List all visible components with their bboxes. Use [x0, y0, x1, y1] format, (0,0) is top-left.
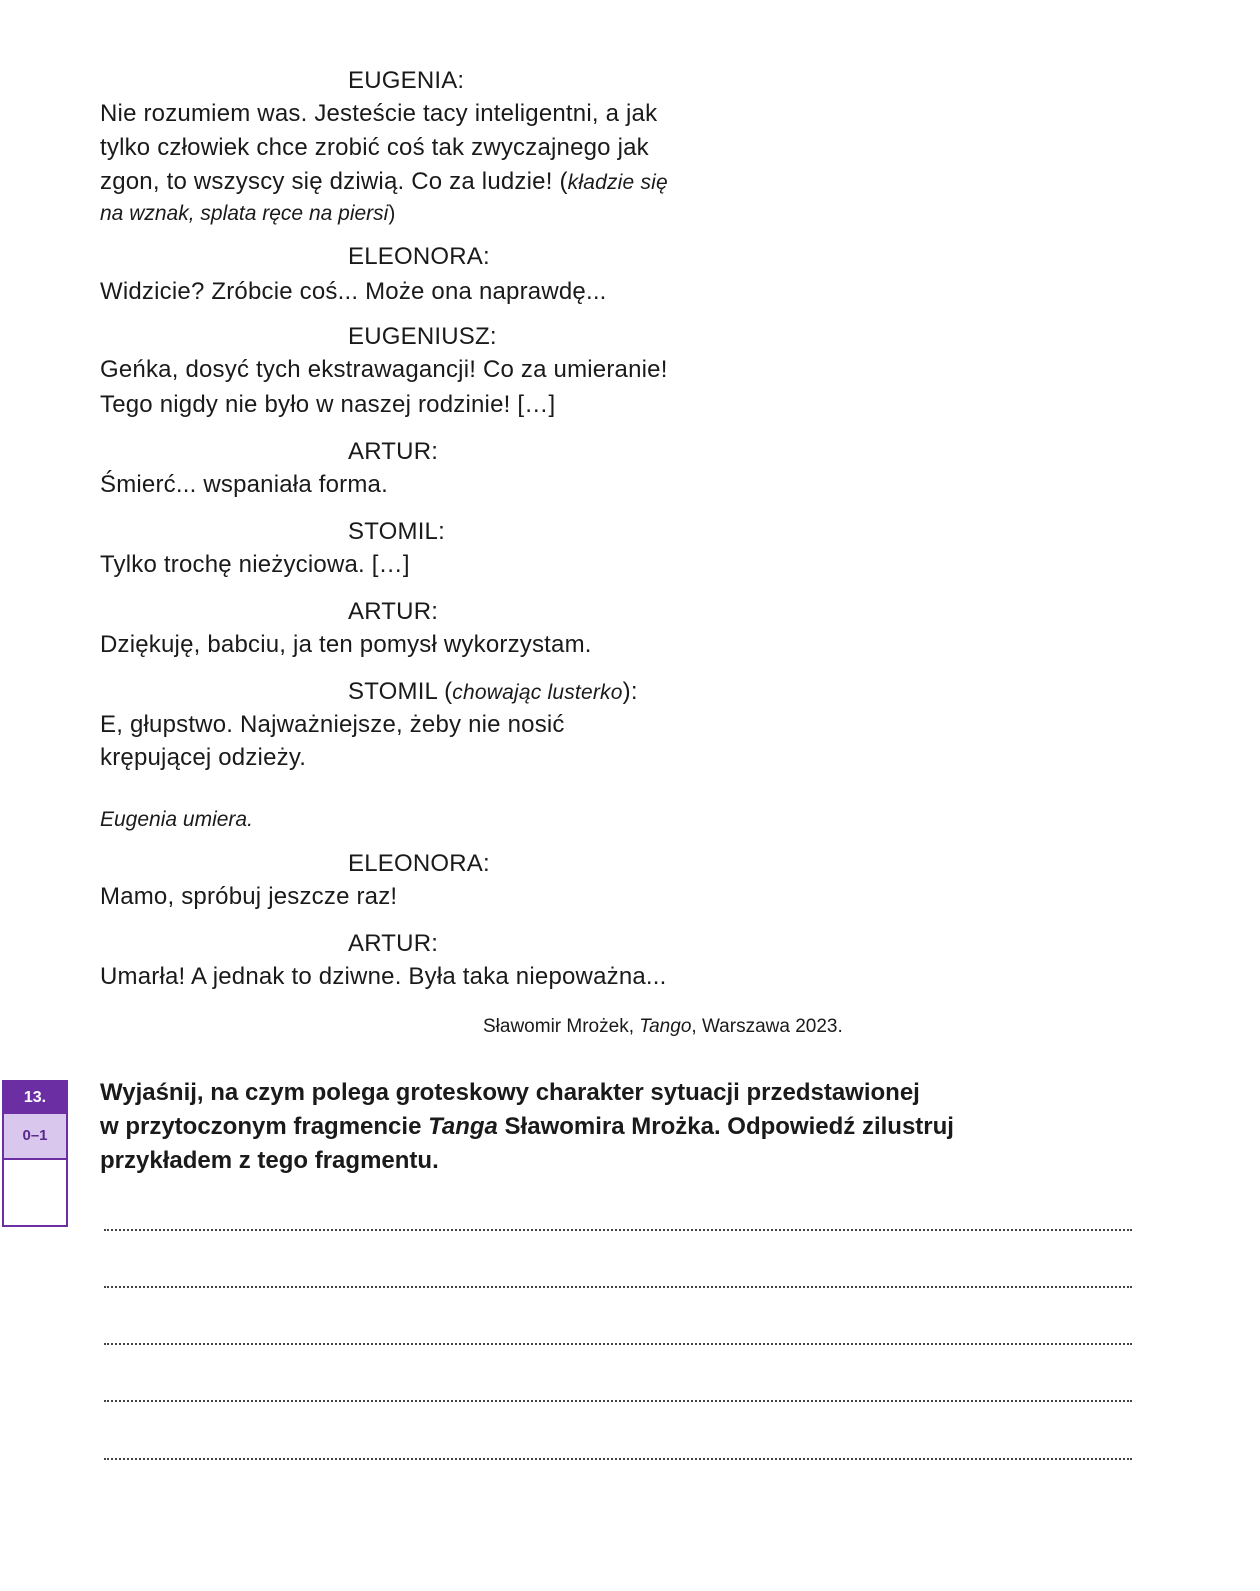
dialogue-text: zgon, to wszyscy się dziwią. Co za ludzie! ( — [100, 168, 568, 195]
stage-direction-inline: kładzie się — [567, 171, 668, 194]
speaker-label: ARTUR: — [348, 930, 439, 957]
source-citation — [483, 1014, 843, 1040]
closing-paren: ) — [388, 202, 396, 225]
speaker-label: EUGENIUSZ: — [348, 323, 497, 350]
answer-line[interactable] — [104, 1343, 1132, 1345]
speaker-name: STOMIL — [348, 678, 438, 705]
answer-line[interactable] — [104, 1229, 1132, 1231]
question-text: w przytoczonym fragmencie — [100, 1113, 429, 1140]
question-line: Wyjaśnij, na czym polega groteskowy charakter sytuacji przedstawionej — [100, 1079, 920, 1106]
question-line: przykładem z tego fragmentu. — [100, 1147, 439, 1174]
dialogue-line: krępującej odzieży. — [100, 744, 307, 771]
dialogue-line: E, głupstwo. Najważniejsze, żeby nie nosić — [100, 711, 565, 738]
source-author: Sławomir Mrożek, — [483, 1016, 640, 1037]
dialogue-line: Mamo, spróbuj jeszcze raz! — [100, 883, 398, 910]
stage-direction: Eugenia umiera. — [100, 808, 253, 831]
speaker-label: EUGENIA: — [348, 67, 465, 94]
speaker-stage-direction: chowając lusterko — [452, 681, 623, 704]
speaker-label: STOMIL: — [348, 518, 445, 545]
dialogue-line: Śmierć... wspaniała forma. — [100, 471, 388, 498]
question-line — [100, 1110, 1100, 1144]
dialogue-line: Tylko trochę nieżyciowa. […] — [100, 551, 410, 578]
dialogue-line: Tego nigdy nie było w naszej rodzinie! […] — [100, 391, 556, 418]
dialogue-line: tylko człowiek chce zrobić coś tak zwyczajnego jak — [100, 134, 649, 161]
dialogue-line — [100, 167, 668, 198]
stage-direction-line — [100, 200, 395, 228]
answer-line[interactable] — [104, 1458, 1132, 1460]
question-text: Sławomira Mrożka. Odpowiedź zilustruj — [497, 1113, 954, 1140]
source-title: Tango — [639, 1016, 692, 1037]
speaker-label: STOMIL (chowając lusterko): — [348, 678, 638, 705]
speaker-label: ELEONORA: — [348, 243, 490, 270]
dialogue-line: Umarła! A jednak to dziwne. Była taka niepoważna... — [100, 963, 667, 990]
source-rest: , Warszawa 2023. — [691, 1016, 843, 1037]
answer-line[interactable] — [104, 1286, 1132, 1288]
speaker-label: ARTUR: — [348, 598, 439, 625]
question-title: Tanga — [428, 1113, 498, 1140]
task-question — [100, 1076, 1100, 1178]
dialogue-line: Nie rozumiem was. Jesteście tacy inteligentni, a jak — [100, 100, 658, 127]
answer-line[interactable] — [104, 1400, 1132, 1402]
task-number: 13. — [4, 1082, 66, 1114]
task-points: 0–1 — [4, 1114, 66, 1160]
speaker-label: ELEONORA: — [348, 850, 490, 877]
dialogue-line: Dziękuję, babciu, ja ten pomysł wykorzystam. — [100, 631, 592, 658]
stage-direction-text: na wznak, splata ręce na piersi — [100, 202, 389, 225]
dialogue-line: Geńka, dosyć tych ekstrawagancji! Co za umieranie! — [100, 356, 668, 383]
speaker-label: ARTUR: — [348, 438, 439, 465]
dialogue-line: Widzicie? Zróbcie coś... Może ona naprawdę... — [100, 278, 607, 305]
task-score-box — [2, 1080, 68, 1227]
